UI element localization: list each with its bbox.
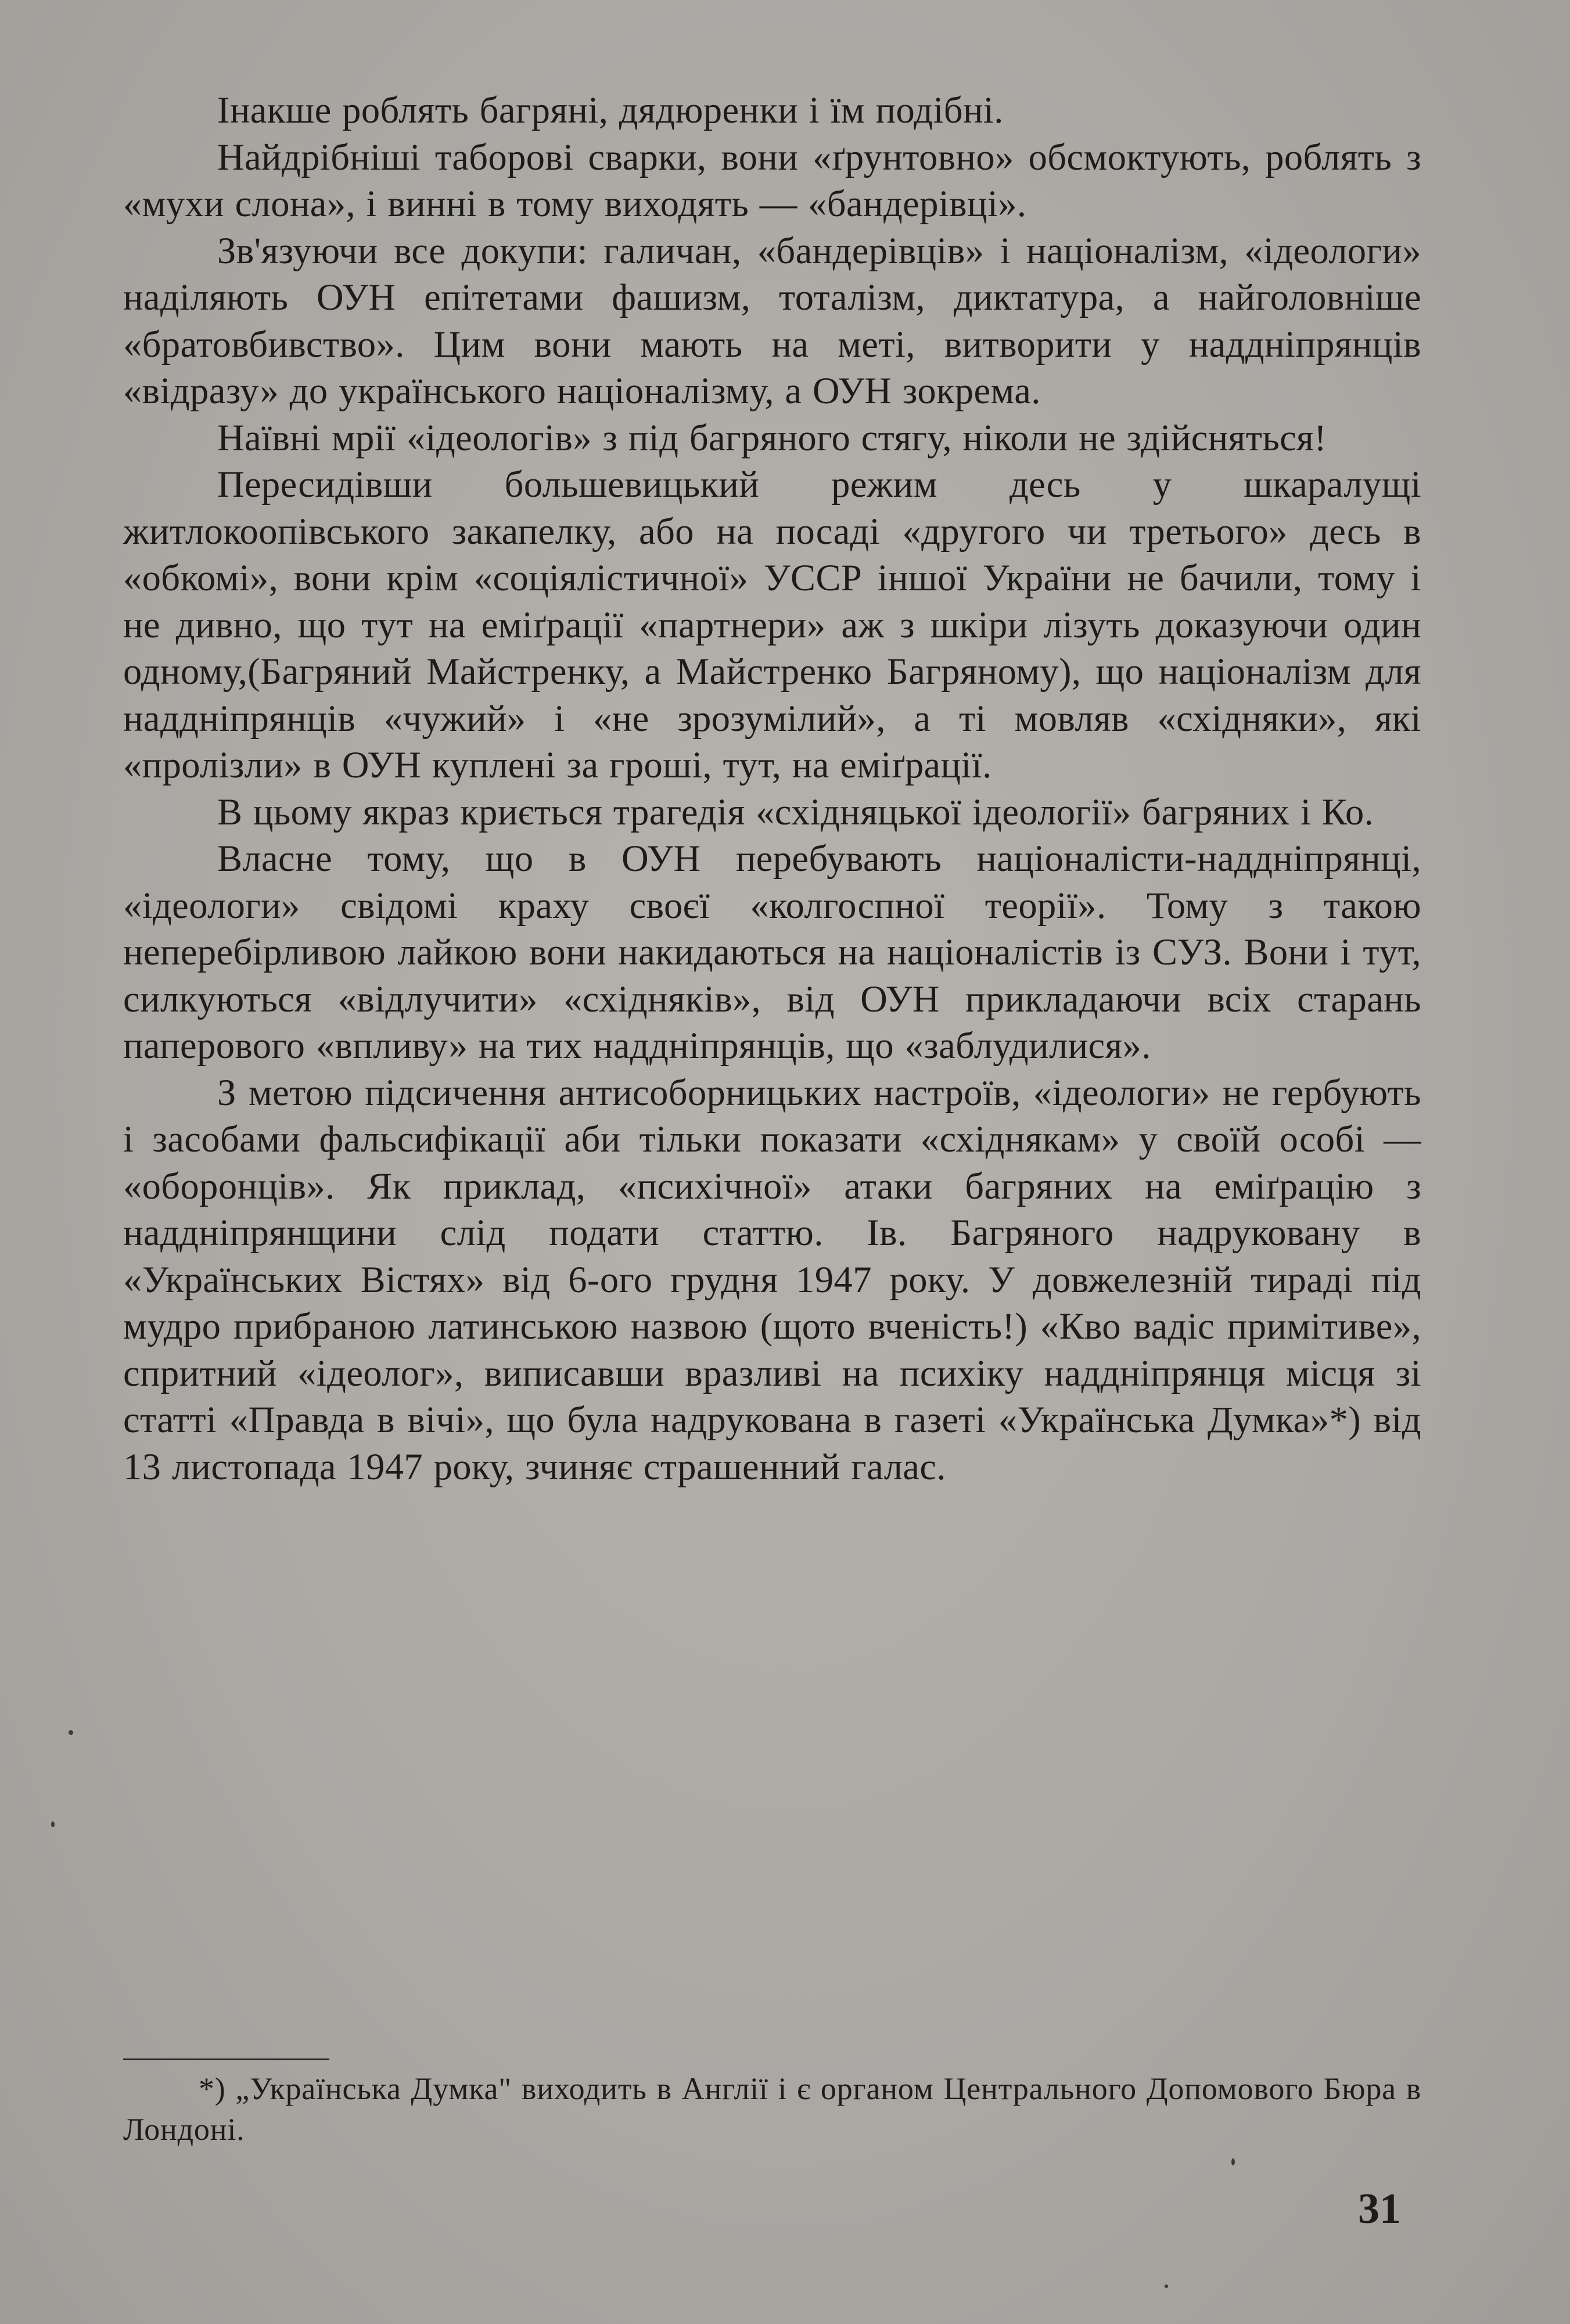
paragraph: Наївні мрії «ідеологів» з під багряного стягу, ніколи не здійсняться! (217, 417, 1327, 458)
paragraph: Пересидівши большевицький режим десь у шкаралущі житлокоопівського закапелку, або на посаді «другого чи третього» десь в «обкомі», вони крім «соціялістичної» УССР іншої України не бачили, тому і не дивно, що тут на еміґрації «партнери» аж з шкіри лізуть доказуючи один одному,(Багряний Майстренку, а Майстренко Багряному), що націоналізм для наддніпрянців «чужий» і «не зрозумілий», а ті мовляв «східняки», які «пролізли» в ОУН куплені за гроші, тут, на еміґрації. (123, 464, 1421, 786)
print-speck (1165, 2284, 1168, 2288)
paragraph: Власне тому, що в ОУН перебувають націоналісти-наддніпрянці, «ідеологи» свідомі краху своєї «колгоспної теорії». Тому з такою неперебірливою лайкою вони накидаються на націоналістів із СУЗ. Вони і тут, силкуються «відлучити» «східняків», від ОУН прикладаючи всіх старань паперового «впливу» на тих наддніпрянців, що «заблудилися». (123, 838, 1421, 1066)
footnote: *) „Українська Думка" виходить в Англії і є органом Центрального Допомового Бюра в Лондоні. (123, 2071, 1421, 2147)
footnote-divider (123, 2058, 329, 2060)
main-text (123, 87, 1421, 1490)
paragraph: Зв'язуючи все докупи: галичан, «бандерівців» і націоналізм, «ідеологи» наділяють ОУН епітетами фашизм, тоталізм, диктатура, а найголовніше «братовбивство». Цим вони мають на меті, витворити у наддніпрянців «відразу» до українського націоналізму, а ОУН зокрема. (123, 229, 1421, 411)
paragraph: З метою підсичення антисоборницьких настроїв, «ідеологи» не гербують і засобами фальсифікації аби тільки показати «східнякам» у своїй особі — «оборонців». Як приклад, «психічної» атаки багряних на еміґрацію з наддніпрянщини слід подати статтю. Ів. Багряного надруковану в «Українських Вістях» від 6-ого грудня 1947 року. У довжелезній тираді під мудро прибраною латинською назвою (щото вченість!) «Кво вадіс примітиве», спритний «ідеолог», виписавши вразливі на психіку наддніпрянця місця зі статті «Правда в вічі», що була надрукована в газеті «Українська Думка»*) від 13 листопада 1947 року, зчиняє страшенний галас. (123, 1071, 1421, 1487)
print-speck (1231, 2158, 1235, 2165)
print-speck (69, 1730, 73, 1735)
print-speck (51, 1821, 55, 1827)
paragraph: Найдрібніші таборові сварки, вони «ґрунтовно» обсмоктують, роблять з «мухи слона», і винні в тому виходять — «бандерівці». (123, 136, 1421, 224)
page-number: 31 (1358, 2185, 1401, 2233)
paragraph: В цьому якраз криється трагедія «східняцької ідеології» багряних і Ко. (217, 791, 1374, 833)
paragraph: Інакше роблять багряні, дядюренки і їм подібні. (217, 89, 1004, 131)
